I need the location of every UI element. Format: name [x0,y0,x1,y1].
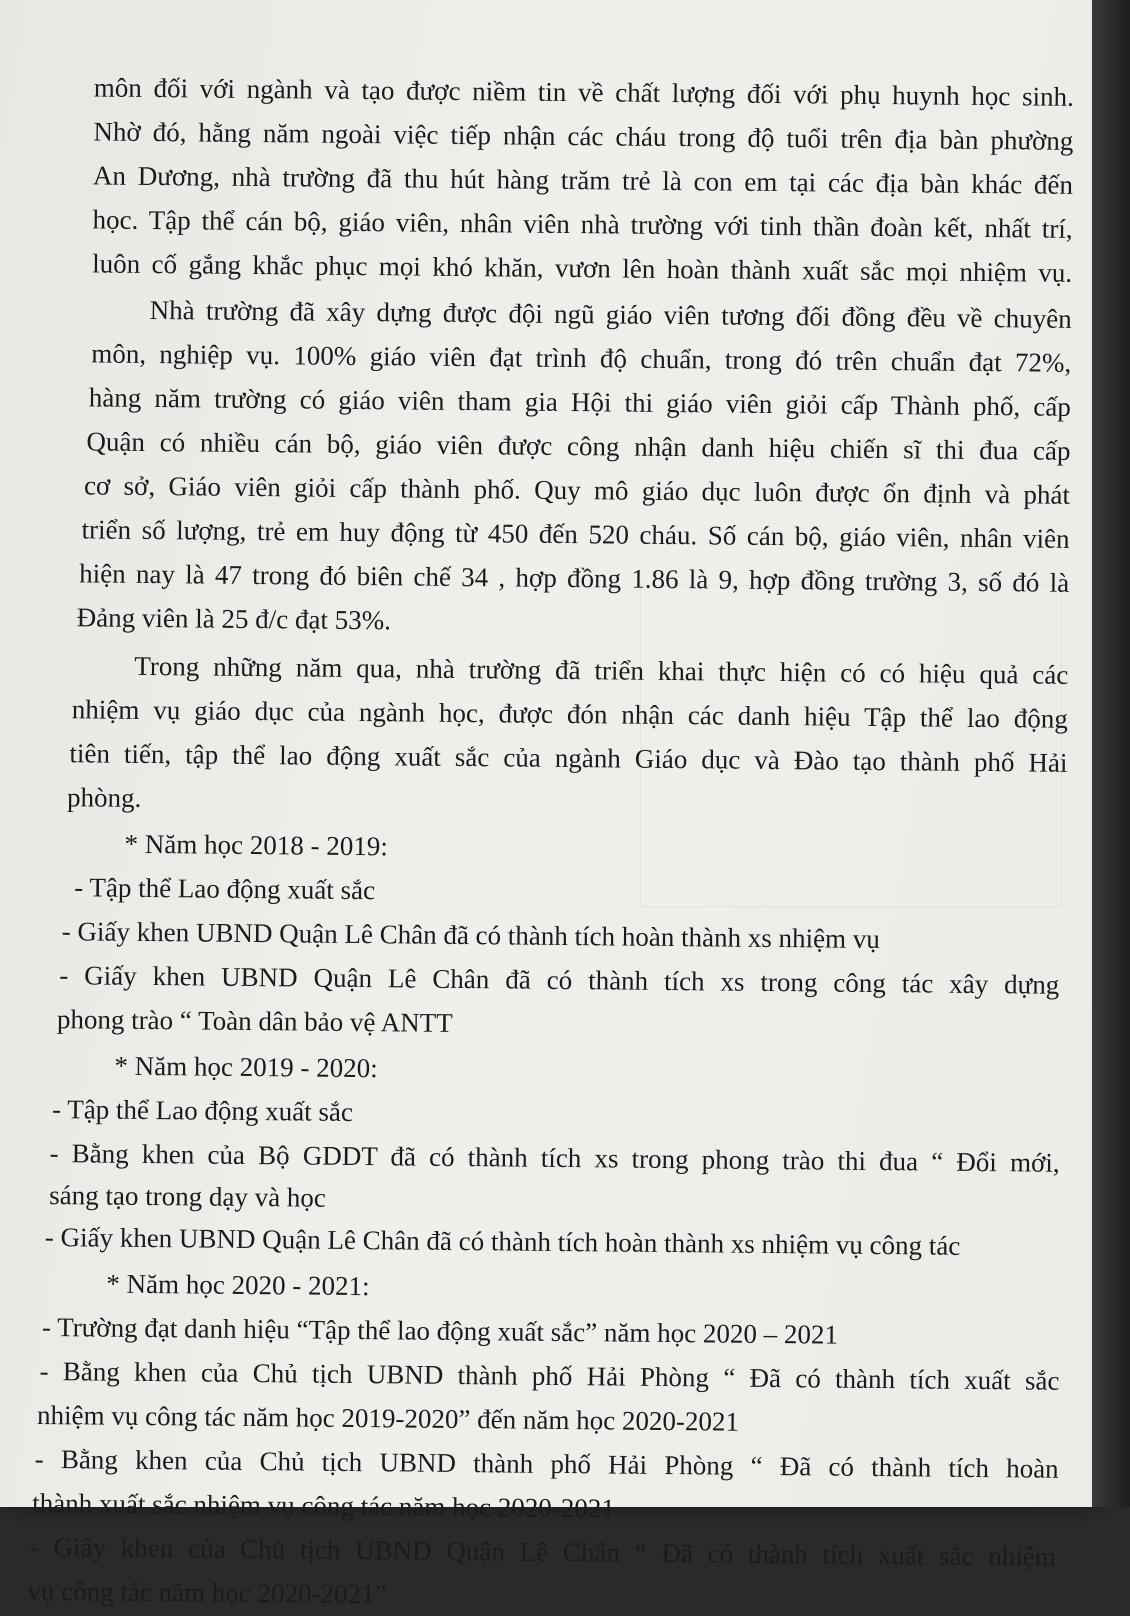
award-item: - Giấy khen UBND Quận Lê Chân đã có thành tích xs trong công tác xây dựng [59,960,1060,1000]
award-item: - Bằng khen của Chủ tịch UBND thành phố Hải Phòng “ Đã có thành tích xuất sắc [39,1355,1060,1396]
text-line: môn đối với ngành và tạo được niềm tin về chất lượng đối với phụ huynh học sinh. [93,72,1074,112]
award-item: - Giấy khen UBND Quận Lê Chân đã có thành tích hoàn thành xs nhiệm vụ công tác [44,1222,961,1261]
award-item: - Tập thể Lao động xuất sắc [51,1094,354,1127]
award-item: nhiệm vụ công tác năm học 2019-2020” đến năm học 2020-2021 [36,1399,740,1437]
text-line: Quận có nhiều cán bộ, giáo viên được công nhận danh hiệu chiến sĩ thi đua cấp [86,426,1071,466]
page-edge-shadow [1092,0,1130,1507]
award-item: - Trường đạt danh hiệu “Tập thể lao động xuất sắc” năm học 2020 – 2021 [41,1312,839,1350]
award-item: - Bằng khen của Bộ GDDT đã có thành tích xs trong phong trào thi đua “ Đổi mới, [49,1138,1060,1178]
year-heading: * Năm học 2020 - 2021: [106,1268,370,1302]
text-line: An Dương, nhà trường đã thu hút hàng trăm trẻ là con em tại các địa bàn khác đến [92,160,1074,200]
award-item: phong trào “ Toàn dân bảo vệ ANTT [56,1004,453,1038]
text-line: Đảng viên là 25 đ/c đạt 53%. [76,602,392,636]
text-line: triển số lượng, trẻ em huy động từ 450 đến 520 cháu. Số cán bộ, giáo viên, nhân viên [81,514,1070,554]
award-item: sáng tạo trong dạy và học [49,1180,327,1213]
text-line: luôn cố gắng khắc phục mọi khó khăn, vươn lên hoàn thành xuất sắc mọi nhiệm vụ. [92,248,1073,288]
year-heading: * Năm học 2018 - 2019: [124,828,388,862]
text-line: Trong những năm qua, nhà trường đã triển khai thực hiện có có hiệu quả các [134,650,1069,690]
text-line: cơ sở, Giáo viên giỏi cấp thành phố. Quy mô giáo dục luôn được ổn định và phát [83,470,1071,510]
text-line: hiện nay là 47 trong đó biên chế 34 , hợp đồng 1.86 là 9, hợp đồng trường 3, số đó là [79,558,1070,598]
award-item: - Giấy khen của Chủ tịch UBND Quận Lê Chân “ Đã có thành tích xuất sắc nhiệm [29,1531,1056,1572]
document-body [27,72,1078,1610]
year-heading: * Năm học 2019 - 2020: [114,1050,378,1084]
text-line: hàng năm trường có giáo viên tham gia Hội thi giáo viên giỏi cấp Thành phố, cấp [88,382,1071,422]
text-line: phòng. [66,782,142,813]
text-line: tiên tiến, tập thể lao động xuất sắc của ngành Giáo dục và Đào tạo thành phố Hải [69,738,1068,778]
award-item: vụ công tác năm học 2020-2021” [27,1575,387,1610]
text-line: Nhà trường đã xây dựng được đội ngũ giáo viên tương đối đồng đều về chuyên [149,294,1072,334]
text-line: nhiệm vụ giáo dục của ngành học, được đón nhận các danh hiệu Tập thể lao động [71,694,1068,734]
award-item: thành xuất sắc nhiệm vụ công tác năm học 2020-2021 [32,1487,615,1524]
text-line: môn, nghiệp vụ. 100% giáo viên đạt trình độ chuẩn, trong đó trên chuẩn đạt 72%, [91,338,1072,378]
award-item: - Bằng khen của Chủ tịch UBND thành phố Hải Phòng “ Đã có thành tích hoàn [34,1443,1059,1484]
award-item: - Giấy khen UBND Quận Lê Chân đã có thành tích hoàn thành xs nhiệm vụ [61,916,880,955]
text-line: Nhờ đó, hằng năm ngoài việc tiếp nhận các cháu trong độ tuổi trên địa bàn phường [93,116,1074,156]
award-item: - Tập thể Lao động xuất sắc [74,872,376,906]
text-line: học. Tập thể cán bộ, giáo viên, nhân viên nhà trường với tinh thần đoàn kết, nhất trí, [92,204,1073,244]
